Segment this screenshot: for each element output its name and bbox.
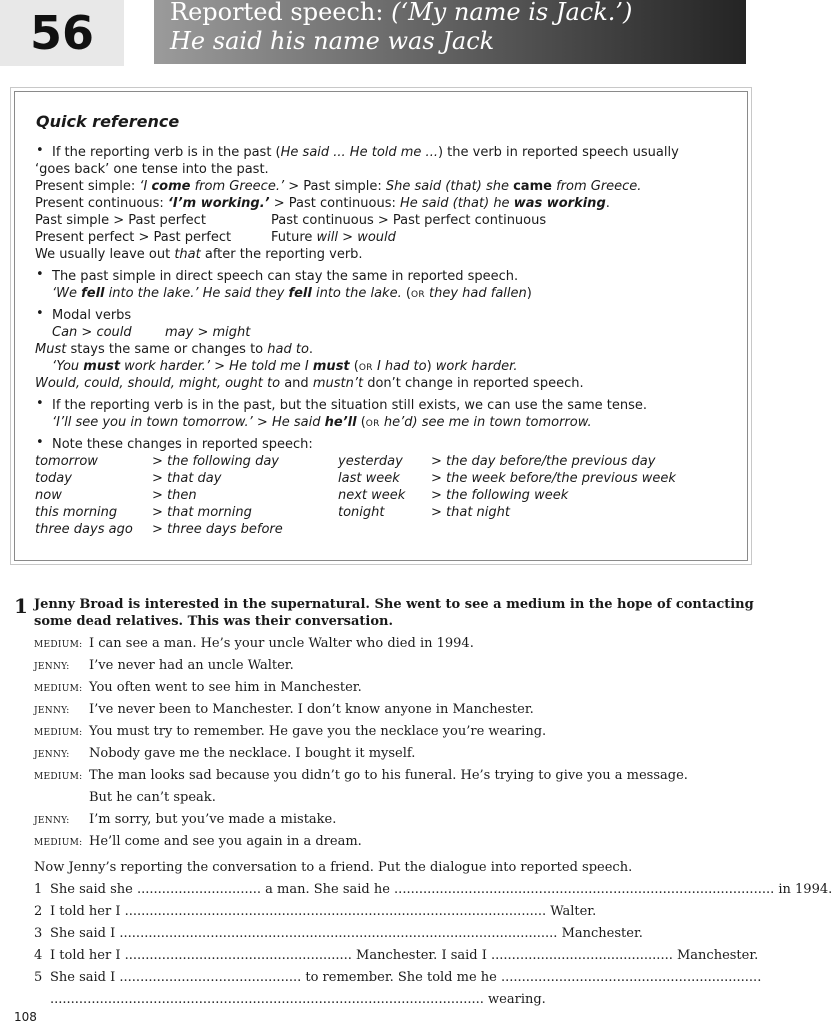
dialogue-line: Nobody gave me the necklace. I bought it myself. (89, 746, 416, 761)
dialogue-line: You must try to remember. He gave you the necklace you’re wearing. (89, 724, 547, 739)
exercise-instruction: some dead relatives. This was their conversation. (34, 614, 394, 629)
unit-number: 56 (0, 0, 124, 66)
change-result: > the following week (431, 488, 569, 503)
dialogue-line: I’ve never had an uncle Walter. (89, 658, 294, 673)
change-result: > then (152, 488, 197, 503)
dialogue-speaker: MEDIUM: (34, 728, 83, 738)
qr-text: If the reporting verb is in the past, but the situation still exists, we can use the same tense. (52, 398, 648, 413)
change-result: > the day before/the previous day (431, 454, 656, 469)
bullet-icon: • (36, 267, 44, 282)
change-term: three days ago (35, 522, 133, 537)
qr-text: Note these changes in reported speech: (52, 437, 313, 452)
dialogue-line: But he can’t speak. (89, 790, 216, 805)
dialogue-line: I can see a man. He’s your uncle Walter who died in 1994. (89, 636, 474, 651)
dialogue-line: The man looks sad because you didn’t go to his funeral. He’s trying to give you a message. (89, 768, 688, 783)
dialogue-speaker: JENNY: (34, 662, 70, 672)
qr-text: Present continuous: ‘I’m working.’ > Past continuous: He said (that) he was working. (35, 196, 610, 211)
qr-text: If the reporting verb is in the past (He said ... He told me ...) the verb in reported speech usually (52, 145, 679, 160)
dialogue-speaker: MEDIUM: (34, 684, 83, 694)
qr-text: ‘goes back’ one tense into the past. (35, 162, 269, 177)
qr-text: Present perfect > Past perfect (35, 230, 232, 245)
qr-text: Modal verbs (52, 308, 132, 323)
answer-line-3[interactable]: She said I .......................................................................................................... Manchester. (50, 926, 643, 941)
change-term: next week (338, 488, 406, 503)
bullet-icon: • (36, 435, 44, 450)
qr-text: ‘We fell into the lake.’ He said they fell into the lake. (OR they had fallen) (52, 286, 532, 301)
qr-text: ‘You must work harder.’ > He told me I must (OR I had to) work harder. (52, 359, 518, 374)
answer-line-2[interactable]: I told her I ...................................................................................................... Walter. (50, 904, 597, 919)
answer-line-5-continued[interactable]: ......................................................................................................... wearing. (50, 992, 546, 1007)
qr-text: We usually leave out that after the reporting verb. (35, 247, 363, 262)
dialogue-speaker: MEDIUM: (34, 772, 83, 782)
qr-text: Present simple: ‘I come from Greece.’ > Past simple: She said (that) she came from Greece. (35, 179, 642, 194)
qr-text: Can > could (52, 325, 132, 340)
change-term: tonight (338, 505, 385, 520)
change-term: today (35, 471, 72, 486)
answer-line-4[interactable]: I told her I ....................................................... Manchester. I said I ............................................ Manchester. (50, 948, 759, 963)
change-result: > that day (152, 471, 222, 486)
answer-line-1[interactable]: She said she .............................. a man. She said he ............................................................................................ in 1994. (50, 882, 832, 897)
dialogue-speaker: MEDIUM: (34, 838, 83, 848)
answer-number: 2 (34, 904, 43, 919)
change-term: tomorrow (35, 454, 98, 469)
qr-text: Would, could, should, might, ought to and mustn’t don’t change in reported speech. (35, 376, 584, 391)
change-result: > the following day (152, 454, 279, 469)
change-term: this morning (35, 505, 118, 520)
dialogue-speaker: JENNY: (34, 816, 70, 826)
page-number: 108 (14, 1010, 37, 1024)
answer-number: 1 (34, 882, 43, 897)
change-term: last week (338, 471, 400, 486)
qr-text: may > might (165, 325, 251, 340)
bullet-icon: • (36, 396, 44, 411)
title-example: (‘My name is Jack.’) (391, 0, 633, 26)
change-result: > three days before (152, 522, 283, 537)
title-line-2: He said his name was Jack (170, 27, 495, 55)
qr-text: Must stays the same or changes to had to. (35, 342, 314, 357)
answer-number: 4 (34, 948, 43, 963)
answer-line-5[interactable]: She said I ............................................ to remember. She told me he ............................................................... (50, 970, 762, 985)
change-result: > that night (431, 505, 510, 520)
answer-number: 3 (34, 926, 43, 941)
qr-text: Past simple > Past perfect (35, 213, 206, 228)
task-instruction: Now Jenny’s reporting the conversation to a friend. Put the dialogue into reported speech. (34, 860, 633, 875)
change-term: now (35, 488, 62, 503)
exercise-number: 1 (14, 594, 28, 618)
dialogue-speaker: JENNY: (34, 706, 70, 716)
dialogue-line: I’m sorry, but you’ve made a mistake. (89, 812, 337, 827)
qr-text: Future will > would (271, 230, 396, 245)
title-text: Reported speech: (170, 0, 392, 26)
answer-number: 5 (34, 970, 43, 985)
dialogue-speaker: JENNY: (34, 750, 70, 760)
dialogue-line: You often went to see him in Manchester. (89, 680, 362, 695)
qr-text: The past simple in direct speech can stay the same in reported speech. (52, 269, 519, 284)
dialogue-line: He’ll come and see you again in a dream. (89, 834, 362, 849)
bullet-icon: • (36, 143, 44, 158)
dialogue-speaker: MEDIUM: (34, 640, 83, 650)
change-result: > that morning (152, 505, 252, 520)
title-line-1 (170, 0, 632, 26)
qr-text: ‘I’ll see you in town tomorrow.’ > He said he’ll (OR he’d) see me in town tomorrow. (52, 415, 592, 430)
bullet-icon: • (36, 306, 44, 321)
dialogue-line: I’ve never been to Manchester. I don’t know anyone in Manchester. (89, 702, 534, 717)
quick-reference-heading: Quick reference (36, 112, 180, 131)
qr-text: Past continuous > Past perfect continuous (271, 213, 547, 228)
title-banner (154, 0, 746, 64)
change-term: yesterday (338, 454, 403, 469)
change-result: > the week before/the previous week (431, 471, 676, 486)
exercise-instruction: Jenny Broad is interested in the supernatural. She went to see a medium in the hope of contacting (34, 597, 754, 612)
